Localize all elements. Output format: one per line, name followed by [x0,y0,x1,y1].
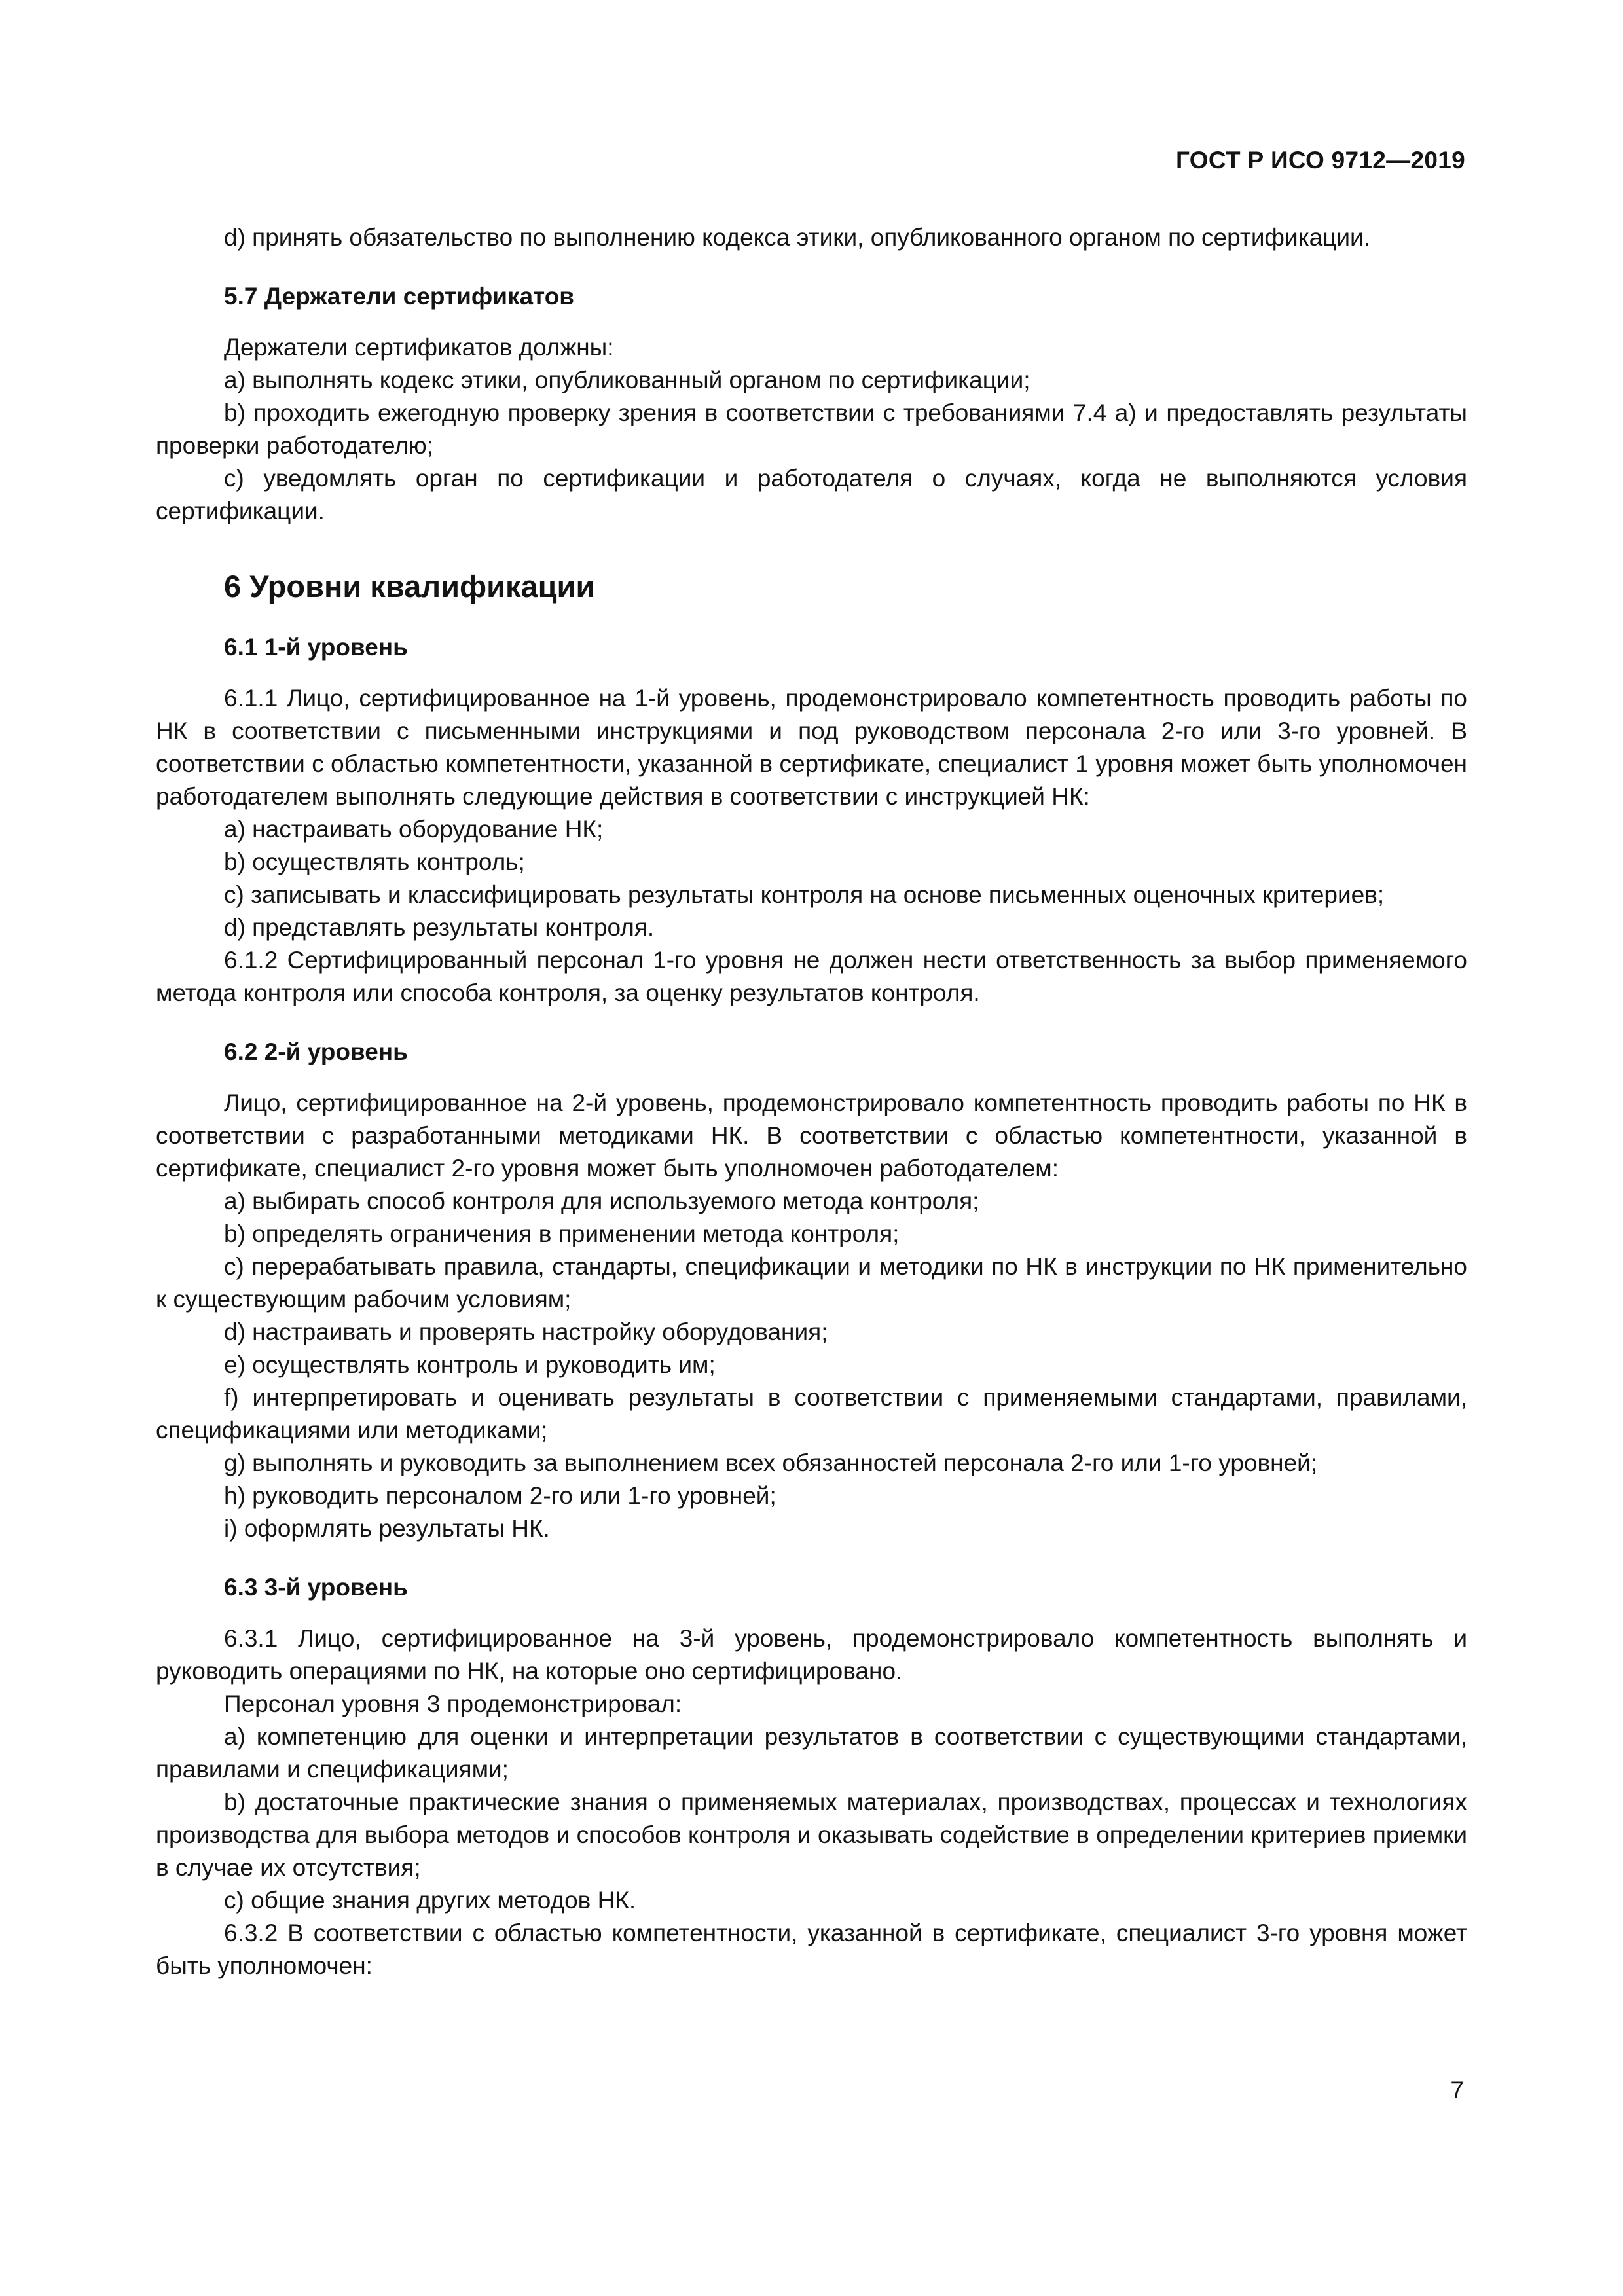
page-number: 7 [1450,2077,1464,2104]
list-item: h) руководить персоналом 2-го или 1-го уровней; [224,1482,776,1509]
list-item: b) определять ограничения в применении метода контроля; [224,1220,900,1247]
paragraph: 6.3.1 Лицо, сертифицированное на 3-й уровень, продемонстрировало компетентность выполнять и руководить операциями по НК, на которые оно сертифицировано. [156,1625,1467,1685]
section-heading: 6 Уровни квалификации [224,569,595,604]
subsection-heading: 6.2 2-й уровень [224,1038,408,1065]
paragraph: 6.1.2 Сертифицированный персонал 1-го уровня не должен нести ответственность за выбор применяемого метода контроля или способа контроля, за оценку результатов контроля. [156,947,1467,1006]
list-item: d) настраивать и проверять настройку оборудования; [224,1319,828,1345]
list-item: c) перерабатывать правила, стандарты, спецификации и методики по НК в инструкции по НК применительно к существующим рабочим условиям; [156,1253,1467,1313]
list-item: a) выбирать способ контроля для используемого метода контроля; [224,1188,979,1214]
paragraph: d) принять обязательство по выполнению кодекса этики, опубликованного органом по сертификации. [224,224,1370,251]
paragraph: Персонал уровня 3 продемонстрировал: [224,1690,682,1717]
list-item: c) уведомлять орган по сертификации и работодателя о случаях, когда не выполняются условия сертификации. [156,465,1467,524]
list-item: g) выполнять и руководить за выполнением всех обязанностей персонала 2-го или 1-го уровней; [224,1449,1318,1476]
list-item: d) представлять результаты контроля. [224,914,655,941]
list-item: b) осуществлять контроль; [224,848,525,875]
list-item: e) осуществлять контроль и руководить им; [224,1351,716,1378]
document-code: ГОСТ Р ИСО 9712—2019 [1176,147,1465,173]
subsection-heading: 5.7 Держатели сертификатов [224,283,575,310]
paragraph: 6.3.2 В соответствии с областью компетентности, указанной в сертификате, специалист 3-го уровня может быть уполномочен: [156,1920,1467,1979]
list-item: a) компетенцию для оценки и интерпретации результатов в соответствии с существующими стандартами, правилами и спецификациями; [156,1723,1467,1783]
list-item: c) общие знания других методов НК. [224,1887,636,1914]
subsection-heading: 6.3 3-й уровень [224,1574,408,1601]
paragraph: Держатели сертификатов должны: [224,334,614,361]
paragraph: Лицо, сертифицированное на 2-й уровень, продемонстрировало компетентность проводить работы по НК в соответствии с разработанными методиками НК. В соответствии с областью компетентности, указанной в сертификате, специалист 2-го уровня может быть уполномочен работодателем: [156,1089,1467,1182]
list-item: a) выполнять кодекс этики, опубликованный органом по сертификации; [224,367,1030,393]
list-item: b) проходить ежегодную проверку зрения в соответствии с требованиями 7.4 a) и предоставлять результаты проверки работодателю; [156,399,1467,459]
list-item: b) достаточные практические знания о применяемых материалах, производствах, процессах и технологиях производства для выбора методов и способов контроля и оказывать содействие в определении критериев приемки в случае их отсутствия; [156,1789,1467,1881]
list-item: f) интерпретировать и оценивать результаты в соответствии с применяемыми стандартами, правилами, спецификациями или методиками; [156,1384,1467,1444]
list-item: c) записывать и классифицировать результаты контроля на основе письменных оценочных критериев; [224,881,1385,908]
document-body [156,221,1467,1982]
list-item: i) оформлять результаты НК. [224,1515,550,1542]
list-item: a) настраивать оборудование НК; [224,816,604,843]
paragraph: 6.1.1 Лицо, сертифицированное на 1-й уровень, продемонстрировало компетентность проводить работы по НК в соответствии с письменными инструкциями и под руководством персонала 2-го или 3-го уровней. В соответствии с областью компетентности, указанной в сертификате, специалист 1 уровня может быть уполномочен работодателем выполнять следующие действия в соответствии с инструкцией НК: [156,685,1467,810]
subsection-heading: 6.1 1-й уровень [224,634,408,661]
